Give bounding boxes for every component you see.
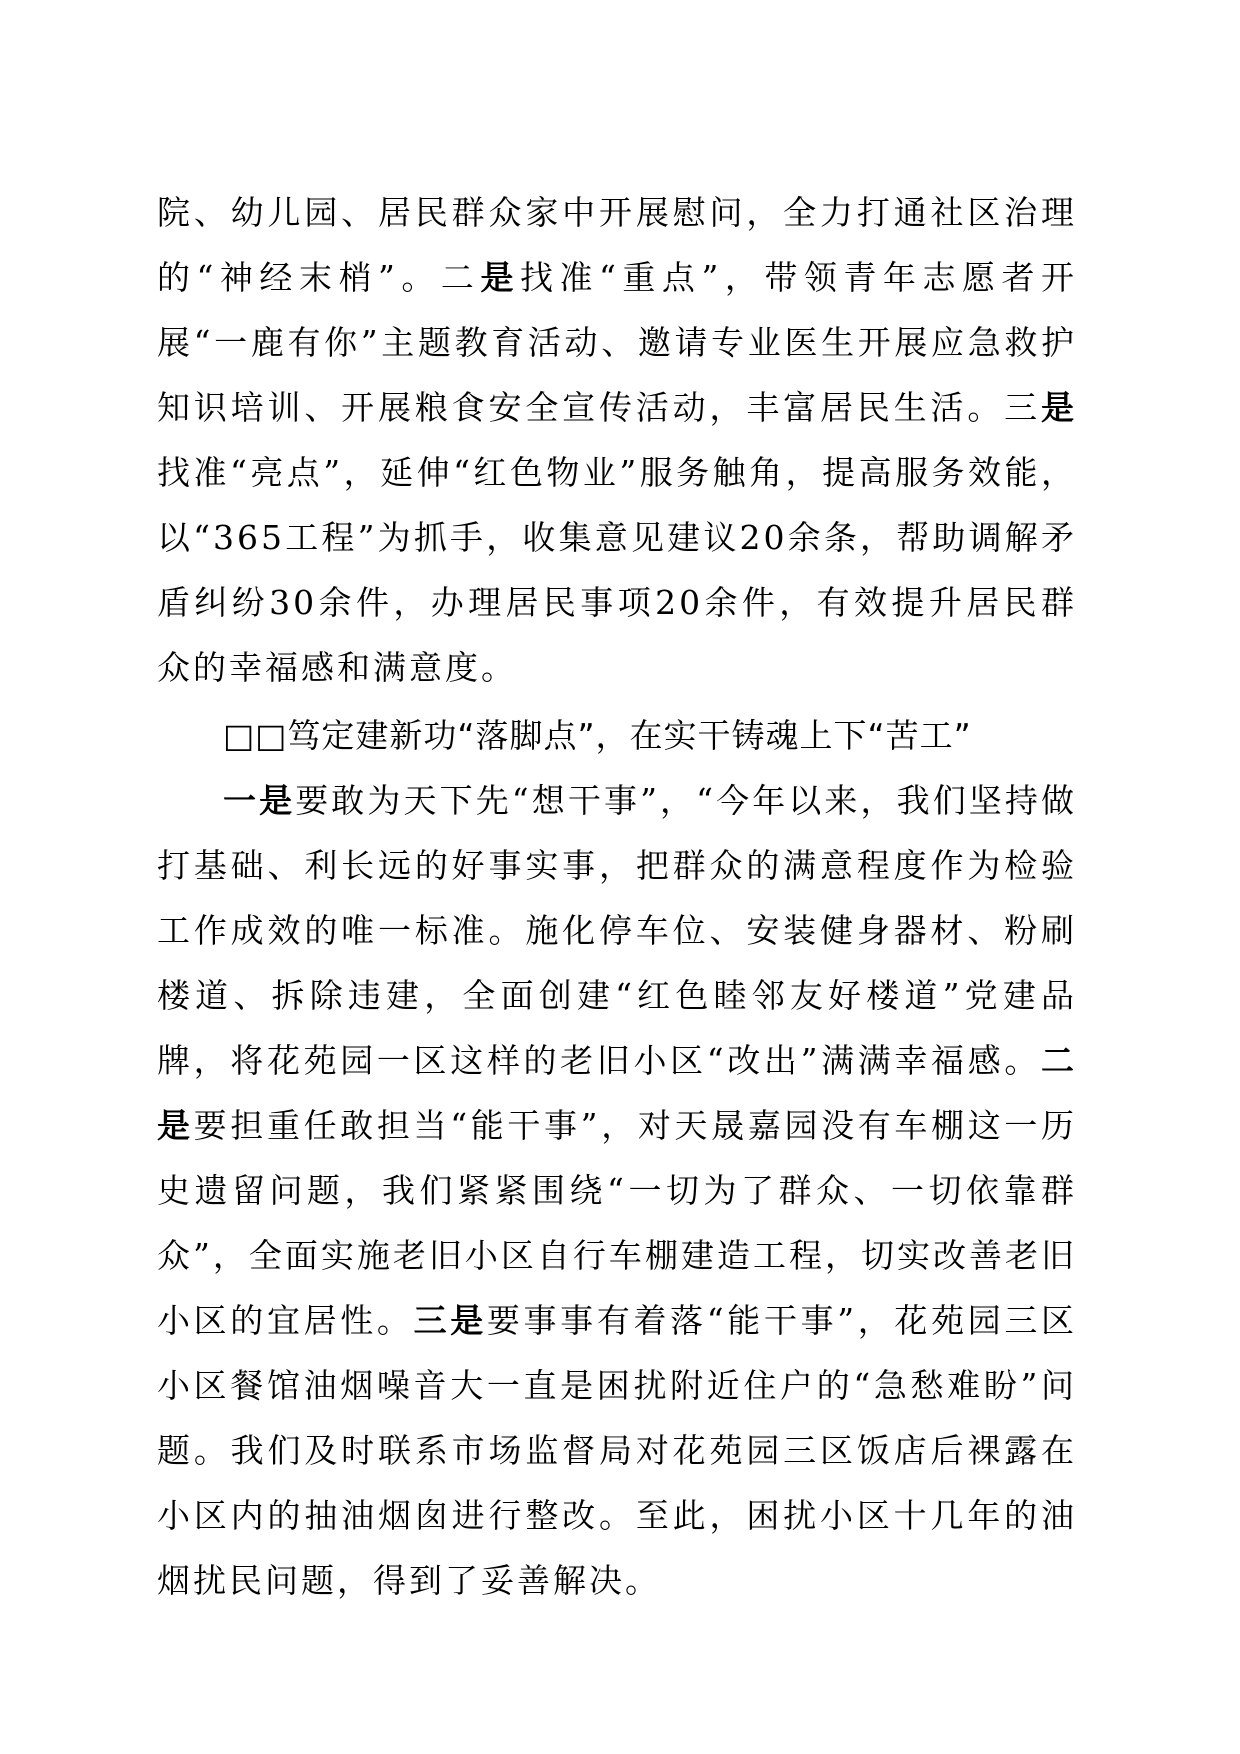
paragraph-body [157,180,1077,700]
bold-marker: 三是 [413,1301,487,1340]
section-heading: □□笃定建新功“落脚点”，在实干铸魂上下“苦工” [223,716,972,755]
text-run: 要事事有着落“能干事”，花苑园三区小区餐馆油烟噪音大一直是困扰附近住户的“急愁难盼”问题。我们及时联系市场监督局对花苑园三区饭店后裸露在小区内的抽油烟囱进行整改。至此，困扰小区十几年的油烟扰民问题，得到了妥善解决。 [157,1301,1078,1600]
paragraph-continuation [157,180,1077,700]
section-heading-block [157,703,1077,768]
bold-marker: 一是 [223,781,296,820]
text-run: 要担重任敢担当“能干事”，对天晟嘉园没有车棚这一历史遗留问题，我们紧紧围绕“一切为了群众、一切依靠群众”，全面实施老旧小区自行车棚建造工程，切实改善老旧小区的宜居性。 [157,1106,1077,1340]
text-run: 找准“重点”，带领青年志愿者开展“一鹿有你”主题教育活动、邀请专业医生开展应急救护知识培训、开展粮食安全宣传活动，丰富居民生活。三 [157,258,1078,427]
bold-marker: 二是 [157,1041,1077,1145]
text-run: 院、幼儿园、居民群众家中开展慰问，全力打通社区治理的“神经末梢”。二 [157,193,1077,297]
bold-marker: 是 [480,258,520,297]
paragraph-section [157,768,1077,1613]
text-run: 找准“亮点”，延伸“红色物业”服务触角，提高服务效能，以“365工程”为抓手，收集意见建议20余条，帮助调解矛盾纠纷30余件，办理居民事项20余件，有效提升居民群众的幸福感和满意度。 [157,453,1077,687]
bold-marker: 是 [1041,388,1077,427]
paragraph-body [157,768,1077,1613]
text-run: 要敢为天下先“想干事”，“今年以来，我们坚持做打基础、利长远的好事实事，把群众的满意程度作为检验工作成效的唯一标准。施化停车位、安装健身器材、粉刷楼道、拆除违建，全面创建“红色睦邻友好楼道”党建品牌，将花苑园一区这样的老旧小区“改出”满满幸福感。 [157,781,1077,1080]
